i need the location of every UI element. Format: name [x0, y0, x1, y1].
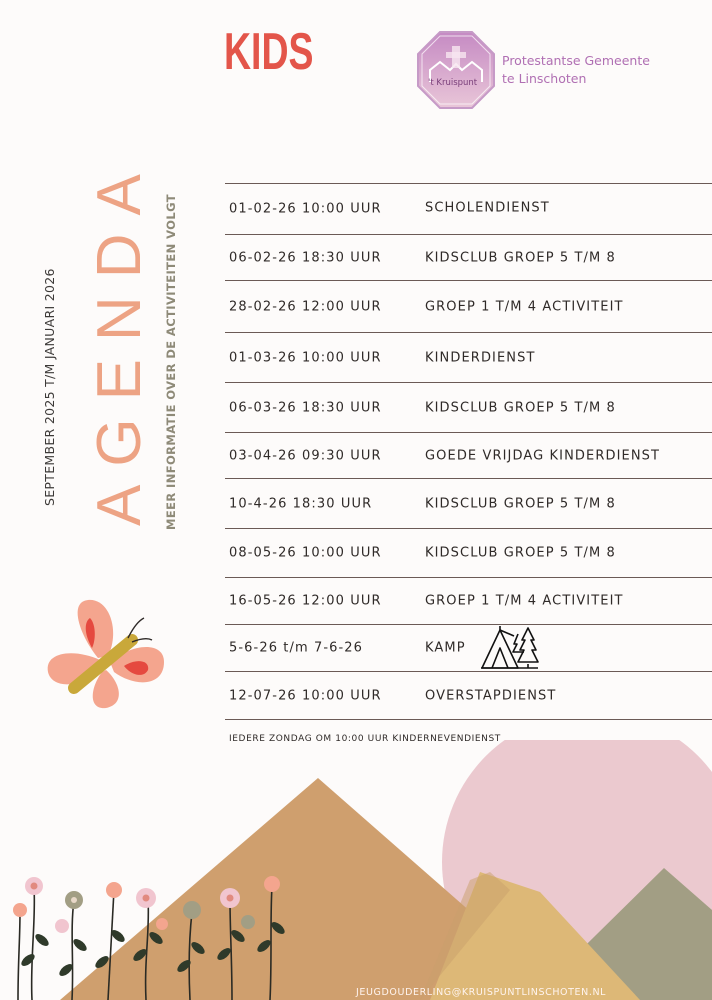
butterfly-icon	[40, 596, 170, 716]
agenda-list	[225, 183, 712, 720]
agenda-date: 12-07-26 10:00 UUR	[229, 688, 382, 703]
agenda-row	[225, 280, 712, 332]
agenda-row	[225, 624, 712, 671]
agenda-row	[225, 528, 712, 577]
agenda-activity: KIDSCLUB GROEP 5 T/M 8	[425, 545, 616, 561]
agenda-activity: KIDSCLUB GROEP 5 T/M 8	[425, 496, 616, 511]
agenda-date: 06-02-26 18:30 UUR	[229, 250, 382, 265]
kids-title: KIDS	[224, 23, 314, 81]
agenda-activity: SCHOLENDIENST	[425, 200, 550, 216]
logo-label: 't Kruispunt	[428, 78, 478, 88]
kruispunt-logo-icon	[416, 30, 496, 110]
agenda-row	[225, 332, 712, 382]
agenda-row	[225, 577, 712, 624]
agenda-activity: KIDSCLUB GROEP 5 T/M 8	[425, 250, 616, 265]
contact-email[interactable]: JEUGDOUDERLING@KRUISPUNTLINSCHOTEN.NL	[356, 987, 607, 998]
period-label: SEPTEMBER 2025 T/M JANUARI 2026	[42, 268, 57, 506]
agenda-date: 08-05-26 10:00 UUR	[229, 545, 382, 561]
sunday-note: IEDERE ZONDAG OM 10:00 UUR KINDERNEVENDIENST	[229, 734, 501, 744]
info-label: MEER INFORMATIE OVER DE ACTIVITEITEN VOLGT	[164, 194, 178, 530]
agenda-row	[225, 478, 712, 528]
agenda-heading: AGENDA	[85, 156, 154, 526]
agenda-activity: KIDSCLUB GROEP 5 T/M 8	[425, 400, 616, 415]
agenda-date: 10-4-26 18:30 UUR	[229, 496, 373, 511]
agenda-activity: GROEP 1 T/M 4 ACTIVITEIT	[425, 593, 624, 609]
agenda-row	[225, 234, 712, 280]
agenda-row	[225, 432, 712, 478]
agenda-date: 5-6-26 t/m 7-6-26	[229, 640, 364, 656]
agenda-activity: GROEP 1 T/M 4 ACTIVITEIT	[425, 299, 624, 314]
agenda-date: 01-02-26 10:00 UUR	[229, 201, 382, 217]
agenda-row	[225, 671, 712, 720]
agenda-activity: KINDERDIENST	[425, 350, 536, 365]
agenda-date: 16-05-26 12:00 UUR	[229, 593, 382, 609]
landscape-illustration	[0, 740, 712, 1000]
agenda-row	[225, 382, 712, 432]
church-name: Protestantse Gemeente te Linschoten	[502, 53, 650, 86]
agenda-activity: OVERSTAPDIENST	[425, 688, 557, 703]
agenda-date: 06-03-26 18:30 UUR	[229, 400, 382, 415]
agenda-date: 01-03-26 10:00 UUR	[229, 350, 382, 365]
tent-trees-icon	[480, 624, 540, 672]
agenda-row	[225, 183, 712, 234]
agenda-date: 28-02-26 12:00 UUR	[229, 299, 382, 314]
agenda-activity: KAMP	[425, 640, 466, 656]
agenda-activity: GOEDE VRIJDAG KINDERDIENST	[425, 448, 661, 463]
agenda-date: 03-04-26 09:30 UUR	[229, 448, 382, 463]
